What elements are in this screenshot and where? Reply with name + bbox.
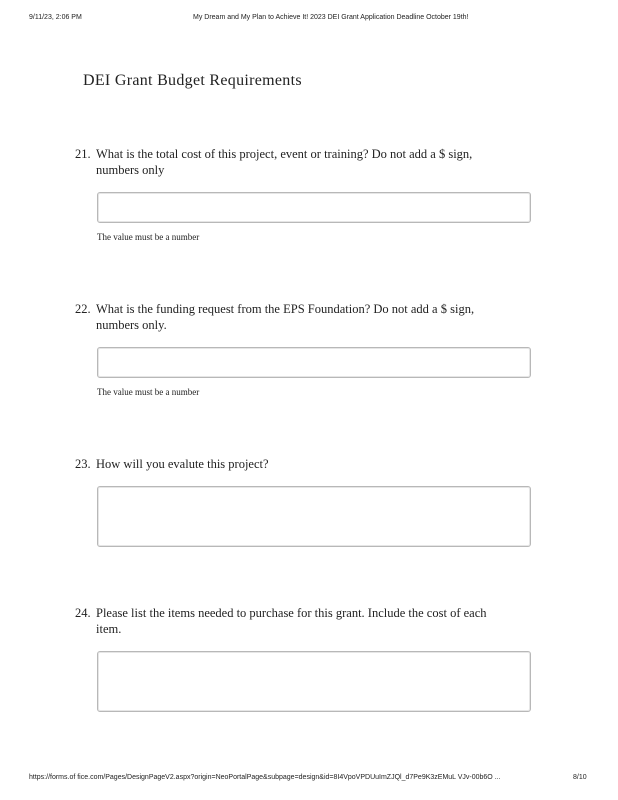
question-23	[75, 456, 545, 547]
question-number: 23.	[75, 457, 91, 471]
funding-request-input[interactable]	[97, 347, 531, 378]
print-url: https://forms.of fice.com/Pages/DesignPageV2.aspx?origin=NeoPortalPage&subpage=design&id=8I4VpoVPDUuImZJQl_d7Pe9K3zEMuL VJv-00b6O ...	[29, 774, 501, 781]
question-number: 21.	[75, 147, 91, 161]
question-number: 22.	[75, 302, 91, 316]
question-text: What is the funding request from the EPS Foundation? Do not add a $ sign, numbers only.	[96, 302, 475, 332]
print-doc-title: My Dream and My Plan to Achieve It! 2023 DEI Grant Application Deadline October 19th!	[193, 14, 469, 21]
evaluation-textarea[interactable]	[97, 486, 531, 547]
items-list-textarea[interactable]	[97, 651, 531, 712]
question-24	[75, 605, 545, 712]
print-page-number: 8/10	[573, 774, 587, 781]
print-footer	[0, 774, 618, 786]
question-22	[75, 301, 545, 397]
total-cost-input[interactable]	[97, 192, 531, 223]
question-21	[75, 146, 545, 242]
question-label	[75, 605, 506, 637]
validation-hint: The value must be a number	[97, 232, 200, 242]
question-text: What is the total cost of this project, event or training? Do not add a $ sign, numbers only	[96, 147, 473, 177]
print-date: 9/11/23, 2:06 PM	[29, 14, 82, 21]
question-label	[75, 456, 506, 472]
question-label	[75, 301, 506, 333]
question-number: 24.	[75, 606, 91, 620]
validation-hint: The value must be a number	[97, 387, 200, 397]
question-text: How will you evalute this project?	[96, 457, 269, 471]
question-label	[75, 146, 506, 178]
section-title: DEI Grant Budget Requirements	[83, 72, 302, 89]
question-text: Please list the items needed to purchase for this grant. Include the cost of each item.	[96, 606, 487, 636]
print-header	[0, 14, 618, 26]
